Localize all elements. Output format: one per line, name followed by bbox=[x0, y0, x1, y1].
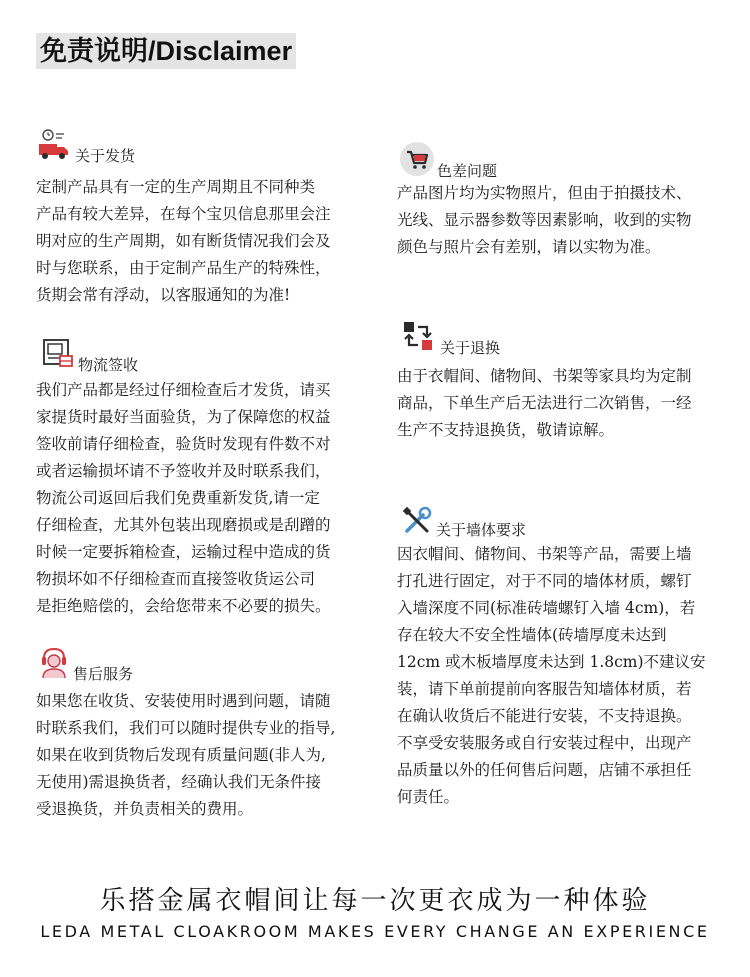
text-line: 我们产品都是经过仔细检查后才发货，请买 bbox=[36, 381, 331, 399]
text-line: 物流公司返回后我们免费重新发货,请一定 bbox=[36, 489, 320, 507]
text-line: 如果在收到货物后发现有质量问题(非人为, bbox=[36, 746, 326, 764]
text-line: 货期会常有浮动，以客服通知的为准! bbox=[36, 286, 291, 304]
text-line: 或者运输损坏请不予签收并及时联系我们， bbox=[36, 462, 331, 480]
shipping-heading: 关于发货 bbox=[75, 147, 136, 165]
text-line: 光线、显示器参数等因素影响，收到的实物 bbox=[397, 211, 692, 229]
customer-service-icon bbox=[37, 646, 71, 680]
shipping-text bbox=[36, 174, 331, 309]
text-line: 时联系我们，我们可以随时提供专业的指导, bbox=[36, 719, 336, 737]
text-line: 颜色与照片会有差别，请以实物为准。 bbox=[397, 238, 661, 256]
delivery-truck-icon bbox=[37, 128, 71, 162]
text-line: 装，请下单前提前向客服告知墙体材质，若 bbox=[397, 680, 692, 698]
logistics-heading: 物流签收 bbox=[78, 356, 139, 374]
slogan-english: LEDA METAL CLOAKROOM MAKES EVERY CHANGE AN EXPERIENCE bbox=[40, 922, 710, 941]
text-line: 如果您在收货、安装使用时遇到问题，请随 bbox=[36, 692, 331, 710]
returns-heading: 关于退换 bbox=[440, 339, 501, 357]
text-line: 打孔进行固定，对于不同的墙体材质，螺钉 bbox=[397, 572, 692, 590]
tools-icon bbox=[401, 505, 433, 537]
package-form-icon bbox=[42, 338, 76, 372]
wall-text bbox=[397, 541, 706, 811]
aftersales-text bbox=[36, 688, 335, 823]
text-line: 无使用)需退换货者，经确认我们无条件接 bbox=[36, 773, 322, 791]
text-line: 商品，下单生产后无法进行二次销售，一经 bbox=[397, 394, 692, 412]
logistics-text bbox=[36, 377, 331, 620]
exchange-arrows-icon bbox=[402, 320, 434, 352]
text-line: 家提货时最好当面验货，为了保障您的权益 bbox=[36, 408, 331, 426]
text-line: 物损坏如不仔细检查而直接签收货运公司 bbox=[36, 570, 316, 588]
text-line: 是拒绝赔偿的，会给您带来不必要的损失。 bbox=[36, 597, 331, 615]
shopping-cart-icon bbox=[399, 141, 435, 177]
aftersales-heading: 售后服务 bbox=[73, 665, 134, 683]
text-line: 品质量以外的任何售后问题，店铺不承担任 bbox=[397, 761, 692, 779]
page-title: 免责说明/Disclaimer bbox=[36, 33, 296, 69]
text-line: 因衣帽间、储物间、书架等产品，需要上墙 bbox=[397, 545, 692, 563]
text-line: 受退换货，并负责相关的费用。 bbox=[36, 800, 254, 818]
text-line: 存在较大不安全性墙体(砖墙厚度未达到 bbox=[397, 626, 667, 644]
returns-text bbox=[397, 363, 692, 444]
text-line: 在确认收货后不能进行安装，不支持退换。 bbox=[397, 707, 692, 725]
text-line: 产品有较大差异，在每个宝贝信息那里会注 bbox=[36, 205, 331, 223]
text-line: 产品图片均为实物照片，但由于拍摄技术、 bbox=[397, 184, 692, 202]
text-line: 入墙深度不同(标准砖墙螺钉入墙 4cm)，若 bbox=[397, 599, 696, 617]
text-line: 定制产品具有一定的生产周期且不同种类 bbox=[36, 178, 316, 196]
text-line: 签收前请仔细检查，验货时发现有件数不对 bbox=[36, 435, 331, 453]
text-line: 明对应的生产周期，如有断货情况我们会及 bbox=[36, 232, 331, 250]
text-line: 仔细检查，尤其外包装出现磨损或是刮蹭的 bbox=[36, 516, 331, 534]
text-line: 时与您联系，由于定制产品生产的特殊性， bbox=[36, 259, 331, 277]
color-heading: 色差问题 bbox=[437, 162, 498, 180]
text-line: 时候一定要拆箱检查，运输过程中造成的货 bbox=[36, 543, 331, 561]
text-line: 生产不支持退换货，敬请谅解。 bbox=[397, 421, 615, 439]
color-text bbox=[397, 180, 692, 261]
text-line: 12cm 或木板墙厚度未达到 1.8cm)不建议安 bbox=[397, 653, 706, 671]
text-line: 由于衣帽间、储物间、书架等家具均为定制 bbox=[397, 367, 692, 385]
text-line: 不享受安装服务或自行安装过程中，出现产 bbox=[397, 734, 692, 752]
slogan-chinese: 乐搭金属衣帽间让每一次更衣成为一种体验 bbox=[99, 886, 651, 916]
wall-heading: 关于墙体要求 bbox=[436, 521, 527, 539]
text-line: 何责任。 bbox=[397, 788, 460, 806]
